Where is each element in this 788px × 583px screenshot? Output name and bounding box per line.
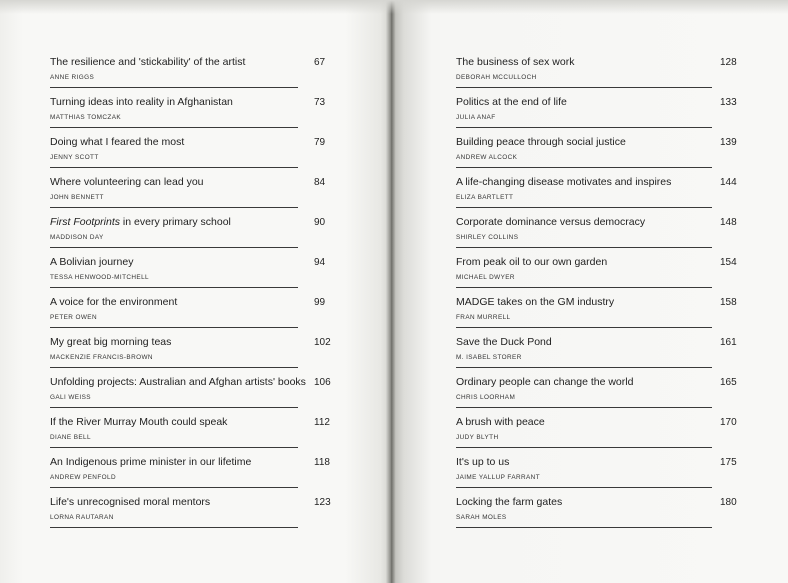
entry-page-number: 170 xyxy=(720,417,737,428)
entry-page-number: 90 xyxy=(314,217,326,228)
entry-page-number: 144 xyxy=(720,177,737,188)
entry-author: MACKENZIE FRANCIS-BROWN xyxy=(50,354,153,361)
entry-page-number: 106 xyxy=(314,377,331,388)
entry-page-number: 154 xyxy=(720,257,737,268)
entry-page-number: 133 xyxy=(720,97,737,108)
toc-entry xyxy=(456,416,737,448)
entry-title: The business of sex work xyxy=(456,56,575,68)
entry-page-number: 180 xyxy=(720,497,737,508)
entry-page-number: 79 xyxy=(314,137,326,148)
toc-entry xyxy=(456,216,737,248)
entry-title: A voice for the environment xyxy=(50,296,178,308)
toc-entry xyxy=(456,336,737,368)
entry-author: GALI WEISS xyxy=(50,394,91,401)
entry-author: DIANE BELL xyxy=(50,434,91,441)
entry-page-number: 139 xyxy=(720,137,737,148)
entry-title: The resilience and 'stickability' of the artist xyxy=(50,56,246,68)
entry-page-number: 148 xyxy=(720,217,737,228)
toc-entry xyxy=(50,456,330,488)
top-shadow xyxy=(0,0,788,14)
entry-author: JOHN BENNETT xyxy=(50,194,104,201)
entry-author: JENNY SCOTT xyxy=(50,154,99,161)
book-gutter xyxy=(386,0,396,583)
entry-page-number: 175 xyxy=(720,457,737,468)
entry-page-number: 73 xyxy=(314,97,326,108)
entry-author: SHIRLEY COLLINS xyxy=(456,234,519,241)
entry-author: M. ISABEL STORER xyxy=(456,354,522,361)
entry-author: CHRIS LOORHAM xyxy=(456,394,516,401)
entry-page-number: 94 xyxy=(314,257,326,268)
entry-title: A brush with peace xyxy=(456,416,545,428)
entry-page-number: 161 xyxy=(720,337,737,348)
entry-title xyxy=(50,216,231,229)
entry-author: JULIA ANAF xyxy=(456,114,496,121)
entry-title: A Bolivian journey xyxy=(50,256,134,268)
toc-entry xyxy=(456,456,737,488)
toc-entry xyxy=(456,256,737,288)
entry-title: MADGE takes on the GM industry xyxy=(456,296,615,308)
entry-title: It's up to us xyxy=(456,456,510,468)
entry-title: If the River Murray Mouth could speak xyxy=(50,416,228,428)
toc-entry xyxy=(50,496,331,528)
entry-title: Building peace through social justice xyxy=(456,136,626,148)
toc-entry xyxy=(50,336,331,368)
entry-author: PETER OWEN xyxy=(50,314,97,321)
entry-title: From peak oil to our own garden xyxy=(456,256,608,268)
toc-entry xyxy=(50,416,330,448)
entry-author: MATTHIAS TOMCZAK xyxy=(50,114,122,121)
entry-author: ANNE RIGGS xyxy=(50,74,95,81)
entry-author: FRAN MURRELL xyxy=(456,314,511,321)
entry-author: LORNA RAUTARAN xyxy=(50,514,114,521)
entry-title: A life-changing disease motivates and inspires xyxy=(456,176,672,188)
entry-title: Life's unrecognised moral mentors xyxy=(50,496,211,508)
toc-entry xyxy=(50,56,326,88)
toc-entry xyxy=(456,176,737,208)
toc-entry xyxy=(50,176,326,208)
entry-page-number: 118 xyxy=(314,457,330,468)
entry-page-number: 99 xyxy=(314,297,326,308)
toc-entry xyxy=(50,216,326,248)
entry-title: Ordinary people can change the world xyxy=(456,376,634,388)
entry-author: MADDISON DAY xyxy=(50,234,104,241)
entry-title-italic: First Footprints xyxy=(50,216,121,228)
entry-author: TESSA HENWOOD-MITCHELL xyxy=(50,274,149,281)
entry-author: ANDREW PENFOLD xyxy=(50,474,116,481)
toc-entry xyxy=(50,256,326,288)
entry-page-number: 165 xyxy=(720,377,737,388)
entry-title: Locking the farm gates xyxy=(456,496,563,508)
toc-entry xyxy=(50,136,326,168)
toc-entry xyxy=(50,376,331,408)
toc-entry xyxy=(456,56,737,88)
entry-author: ANDREW ALCOCK xyxy=(456,154,518,161)
entry-title: Doing what I feared the most xyxy=(50,136,185,148)
entry-title: Save the Duck Pond xyxy=(456,336,552,348)
entry-title: Corporate dominance versus democracy xyxy=(456,216,646,228)
toc-entry xyxy=(50,296,326,328)
entry-page-number: 128 xyxy=(720,57,737,68)
entry-title: An Indigenous prime minister in our lifetime xyxy=(50,456,252,468)
entry-title: Turning ideas into reality in Afghanistan xyxy=(50,96,233,108)
entry-author: SARAH MOLES xyxy=(456,514,507,521)
entry-page-number: 112 xyxy=(314,417,330,428)
entry-title: My great big morning teas xyxy=(50,336,172,348)
toc-entry xyxy=(456,136,737,168)
entry-page-number: 84 xyxy=(314,177,326,188)
entry-page-number: 102 xyxy=(314,337,331,348)
entry-title: Where volunteering can lead you xyxy=(50,176,204,188)
entry-author: ELIZA BARTLETT xyxy=(456,194,514,201)
entry-page-number: 67 xyxy=(314,57,326,68)
toc-entry xyxy=(456,96,737,128)
toc-entry xyxy=(50,96,326,128)
entry-author: JUDY BLYTH xyxy=(456,434,499,441)
entry-author: MICHAEL DWYER xyxy=(456,274,515,281)
entry-author: DEBORAH MCCULLOCH xyxy=(456,74,537,81)
entry-title: Unfolding projects: Australian and Afghan artists' books xyxy=(50,376,306,388)
entry-page-number: 123 xyxy=(314,497,331,508)
toc-entry xyxy=(456,296,737,328)
toc-entry xyxy=(456,496,737,528)
toc-entry xyxy=(456,376,737,408)
entry-title: Politics at the end of life xyxy=(456,96,567,108)
entry-title-rest: in every primary school xyxy=(120,216,231,228)
entry-page-number: 158 xyxy=(720,297,737,308)
entry-author: JAIME YALLUP FARRANT xyxy=(456,474,540,481)
